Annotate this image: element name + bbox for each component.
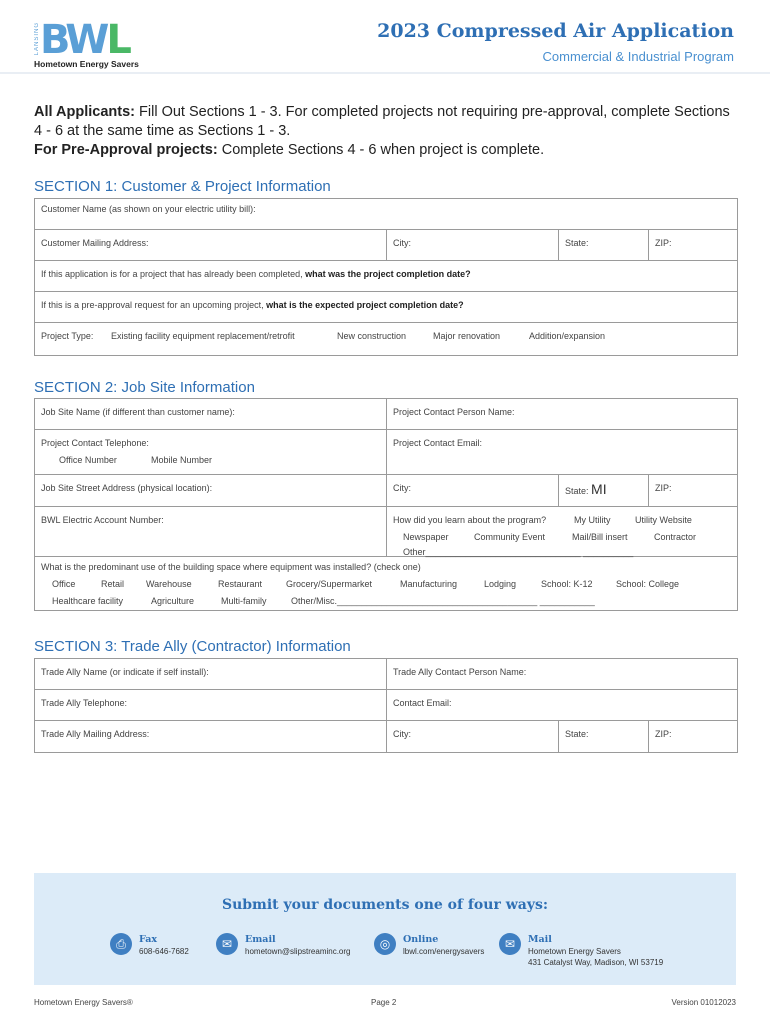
state-field[interactable]: State: <box>558 230 648 260</box>
page-subtitle: Commercial & Industrial Program <box>542 49 734 64</box>
building-use-option[interactable]: School: College <box>616 579 680 589</box>
learn-option[interactable]: Utility Website <box>635 515 692 525</box>
building-use-option[interactable]: Warehouse <box>146 579 192 589</box>
email-address-link[interactable]: hometown@slipstreaminc.org <box>245 947 351 956</box>
office-number-option[interactable]: Office Number <box>59 455 117 465</box>
intro-preapproval-text: Complete Sections 4 - 6 when project is complete. <box>217 142 545 158</box>
intro-all-applicants-text: Fill Out Sections 1 - 3. For completed projects not requiring pre-approval, complete Sections 4 - 6 at the same time as Sections 1 - 3. <box>34 104 730 139</box>
building-use-option[interactable]: Grocery/Supermarket <box>286 579 373 589</box>
completion-date-row[interactable]: If this application is for a project that has already been completed, what was the project completion date? <box>35 261 737 292</box>
trade-ally-zip-field[interactable]: ZIP: <box>648 721 737 752</box>
section2-form <box>34 398 738 611</box>
trade-ally-city-field[interactable]: City: <box>386 721 558 752</box>
trade-ally-email-field[interactable]: Contact Email: <box>386 690 737 720</box>
building-use-option[interactable]: Lodging <box>484 579 517 589</box>
street-address-field[interactable]: Job Site Street Address (physical location): <box>41 483 213 493</box>
section1-form <box>34 198 738 356</box>
mobile-number-option[interactable]: Mobile Number <box>151 455 213 465</box>
learn-about-field <box>386 507 737 556</box>
learn-option[interactable]: Community Event <box>474 532 546 542</box>
learn-option[interactable]: Newspaper <box>403 532 449 542</box>
building-use-option[interactable]: Office <box>52 579 76 589</box>
customer-name-label: Customer Name (as shown on your electric utility bill): <box>41 204 256 214</box>
trade-ally-contact-field[interactable]: Trade Ally Contact Person Name: <box>386 659 737 689</box>
building-use-question: What is the predominant use of the building space where equipment was installed? (check one) <box>41 562 421 572</box>
section3-title: SECTION 3: Trade Ally (Contractor) Information <box>34 638 351 655</box>
building-use-option[interactable]: Retail <box>101 579 125 589</box>
section1-title: SECTION 1: Customer & Project Information <box>34 178 331 195</box>
project-type-option[interactable]: Major renovation <box>433 331 501 341</box>
site-state-field[interactable]: State: MI <box>558 475 648 506</box>
footer-version: Version 01012023 <box>671 998 736 1007</box>
project-type-option[interactable]: Addition/expansion <box>529 331 606 341</box>
logo-tagline: Hometown Energy Savers <box>34 59 139 69</box>
section3-form <box>34 658 738 753</box>
contact-phone-field[interactable]: Project Contact Telephone: Office Number Mobile Number <box>41 438 213 465</box>
learn-option[interactable]: My Utility <box>574 515 611 525</box>
project-type-row <box>35 323 737 355</box>
logo-letters: BWL <box>40 17 129 63</box>
building-use-option[interactable]: Restaurant <box>218 579 263 589</box>
job-site-name-field[interactable]: Job Site Name (if different than customer name): <box>41 407 235 417</box>
submit-panel: Submit your documents one of four ways: ⎙ Fax 608-646-7682 ✉ Email hometown@slipstreaminc.org ◎ Online lbwl.com/energysavers ✉ Mail Hometown Energy Savers 431 Catalyst Way, Madison, WI 53719 <box>34 873 736 985</box>
building-use-row <box>35 557 737 610</box>
intro-preapproval-label: For Pre-Approval projects: <box>34 142 218 158</box>
customer-name-row[interactable] <box>35 199 737 230</box>
learn-option[interactable]: Contractor <box>654 532 697 542</box>
trade-ally-phone-field[interactable]: Trade Ally Telephone: <box>41 698 128 708</box>
zip-field[interactable]: ZIP: <box>648 230 737 260</box>
globe-icon: ◎ <box>374 933 396 955</box>
mail-address: Hometown Energy Savers 431 Catalyst Way, Madison, WI 53719 <box>528 947 664 967</box>
submit-title: Submit your documents one of four ways: <box>221 897 549 913</box>
learn-question: How did you learn about the program? <box>393 515 547 525</box>
section2-title: SECTION 2: Job Site Information <box>34 379 255 396</box>
learn-option[interactable]: Mail/Bill insert <box>572 532 628 542</box>
trade-ally-address-field[interactable]: Trade Ally Mailing Address: <box>41 729 150 739</box>
building-use-option[interactable]: School: K-12 <box>541 579 593 589</box>
customer-address-row <box>35 230 737 261</box>
building-use-option[interactable]: Agriculture <box>151 596 195 606</box>
site-city-field[interactable]: City: <box>386 475 558 506</box>
logo-side-text: LANSING <box>34 22 40 56</box>
project-type-option[interactable]: Existing facility equipment replacement/retrofit <box>111 331 295 341</box>
intro-instructions <box>34 103 739 160</box>
building-use-other-input[interactable]: Other/Misc.________________________________________ ___________ <box>291 596 595 606</box>
fax-number[interactable]: 608-646-7682 <box>139 947 189 956</box>
email-icon: ✉ <box>216 933 238 955</box>
mailing-address-field[interactable]: Customer Mailing Address: <box>41 238 149 248</box>
trade-ally-state-field[interactable]: State: <box>558 721 648 752</box>
project-type-label: Project Type: <box>41 331 94 341</box>
contact-email-field[interactable]: Project Contact Email: <box>386 430 737 474</box>
footer-brand: Hometown Energy Savers® <box>34 998 133 1007</box>
page-title: 2023 Compressed Air Application <box>377 20 734 42</box>
site-zip-field[interactable]: ZIP: <box>648 475 737 506</box>
intro-all-applicants-label: All Applicants: <box>34 104 135 120</box>
account-number-field[interactable]: BWL Electric Account Number: <box>41 515 164 525</box>
building-use-option[interactable]: Manufacturing <box>400 579 458 589</box>
building-use-option[interactable]: Multi-family <box>221 596 267 606</box>
header-band <box>0 0 770 74</box>
mail-icon: ✉ <box>499 933 521 955</box>
online-link[interactable]: lbwl.com/energysavers <box>403 947 485 956</box>
expected-date-row[interactable]: If this is a pre-approval request for an upcoming project, what is the expected project completion date? <box>35 292 737 323</box>
building-use-option[interactable]: Healthcare facility <box>52 596 124 606</box>
bwl-logo <box>34 18 146 70</box>
fax-icon: ⎙ <box>110 933 132 955</box>
contact-name-field[interactable]: Project Contact Person Name: <box>386 399 737 429</box>
project-type-option[interactable]: New construction <box>337 331 407 341</box>
learn-other-input[interactable]: Other_______________________________ __________ <box>403 547 634 557</box>
state-value: MI <box>591 481 607 497</box>
footer-page-number: Page 2 <box>371 998 397 1007</box>
trade-ally-name-field[interactable]: Trade Ally Name (or indicate if self install): <box>41 667 209 677</box>
city-field[interactable]: City: <box>386 230 558 260</box>
